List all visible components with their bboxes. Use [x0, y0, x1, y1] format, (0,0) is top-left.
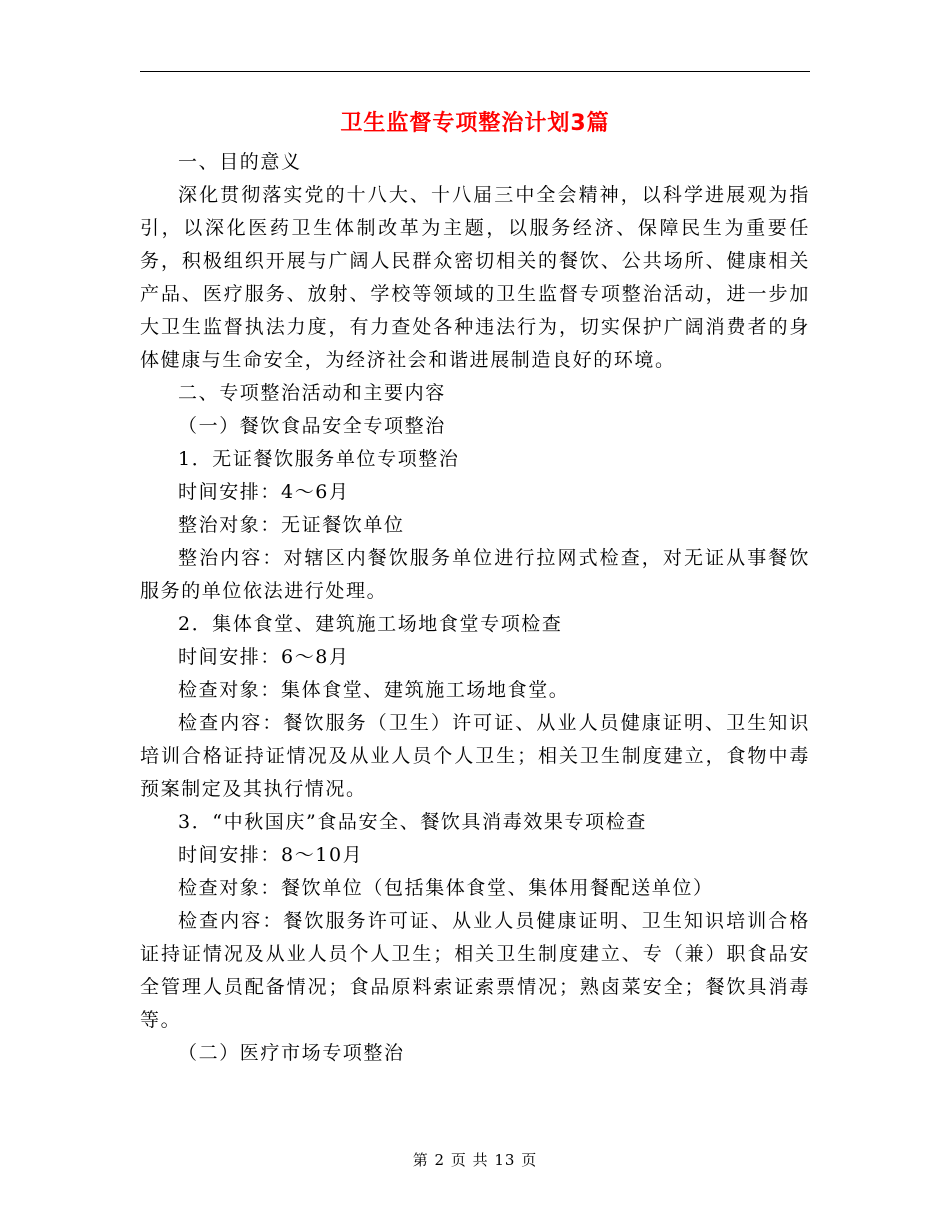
page-number: 第 2 页 共 13 页: [412, 1151, 538, 1169]
schedule-line: 时间安排：6～8月: [178, 646, 350, 668]
content-line: 整治内容：对辖区内餐饮服务单位进行拉网式检查，对无证从事餐饮服务的单位依法进行处理。: [140, 547, 810, 602]
content-line: 检查内容：餐饮服务（卫生）许可证、从业人员健康证明、卫生知识培训合格证持证情况及从业人员个人卫生；相关卫生制度建立，食物中毒预案制定及其执行情况。: [140, 712, 810, 800]
subsection-heading-medical: （二）医疗市场专项整治: [178, 1042, 405, 1064]
section-heading-purpose: 一、目的意义: [178, 151, 302, 173]
target-line: 整治对象：无证餐饮单位: [178, 514, 405, 536]
item-heading-holiday: 3．“中秋国庆”食品安全、餐饮具消毒效果专项检查: [178, 811, 647, 833]
subsection-heading-food-safety: （一）餐饮食品安全专项整治: [178, 415, 446, 437]
document-title: 卫生监督专项整治计划3篇: [340, 111, 610, 136]
paragraph-purpose: 深化贯彻落实党的十八大、十八届三中全会精神，以科学进展观为指引，以深化医药卫生体制改革为主题，以服务经济、保障民生为重要任务，积极组织开展与广阔人民群众密切相关的餐饮、公共场所、健康相关产品、医疗服务、放射、学校等领域的卫生监督专项整治活动，进一步加大卫生监督执法力度，有力查处各种违法行为，切实保护广阔消费者的身体健康与生命安全，为经济社会和谐进展制造良好的环境。: [140, 184, 810, 371]
schedule-line: 时间安排：8～10月: [178, 844, 364, 866]
section-heading-activities: 二、专项整治活动和主要内容: [178, 382, 446, 404]
target-line: 检查对象：集体食堂、建筑施工场地食堂。: [178, 679, 570, 701]
schedule-line: 时间安排：4～6月: [178, 481, 350, 503]
item-heading-canteen: 2．集体食堂、建筑施工场地食堂专项检查: [178, 613, 563, 635]
document-body: [140, 146, 810, 1070]
item-heading-unlicensed: 1．无证餐饮服务单位专项整治: [178, 448, 460, 470]
content-line: 检查内容：餐饮服务许可证、从业人员健康证明、卫生知识培训合格证持证情况及从业人员个人卫生；相关卫生制度建立、专（兼）职食品安全管理人员配备情况；食品原料索证索票情况；熟卤菜安全；餐饮具消毒等。: [140, 910, 810, 1031]
header-rule: [140, 71, 810, 72]
target-line: 检查对象：餐饮单位（包括集体食堂、集体用餐配送单位）: [178, 877, 714, 899]
